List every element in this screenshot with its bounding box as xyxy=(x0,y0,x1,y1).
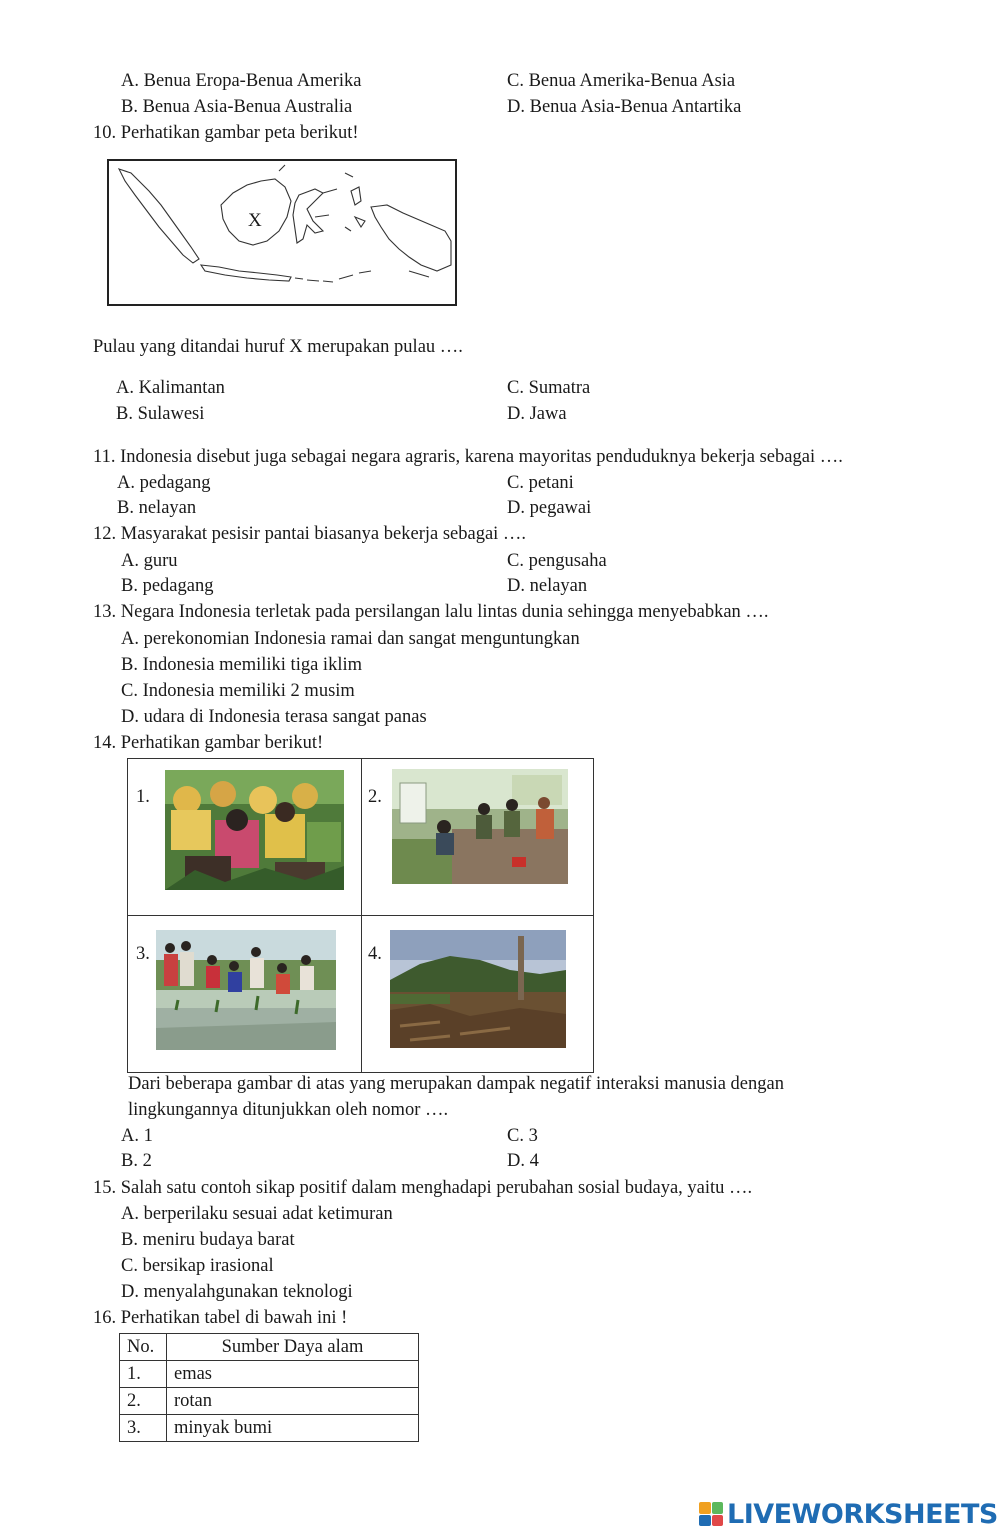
q11-option-c: C. petani xyxy=(507,473,574,493)
row-resource: emas xyxy=(167,1361,419,1388)
q15-option-a: A. berperilaku sesuai adat ketimuran xyxy=(121,1204,393,1224)
table-header-row xyxy=(120,1334,419,1361)
q12-option-a: A. guru xyxy=(121,551,178,571)
q9-option-c: C. Benua Amerika-Benua Asia xyxy=(507,71,736,91)
q10-option-b: B. Sulawesi xyxy=(116,404,205,424)
q14-label-2: 2. xyxy=(368,787,382,807)
q14-cell-4 xyxy=(362,916,594,1073)
q14-prompt-line-1: Dari beberapa gambar di atas yang merupakan dampak negatif interaksi manusia dengan xyxy=(128,1074,784,1094)
q13-option-b: B. Indonesia memiliki tiga iklim xyxy=(121,655,362,675)
liveworksheets-logo xyxy=(699,1498,998,1530)
column-header-resource: Sumber Daya alam xyxy=(167,1334,419,1361)
photo-community-cleanup xyxy=(392,769,568,884)
natural-resources-table xyxy=(119,1333,419,1442)
q12-option-c: C. pengusaha xyxy=(507,551,607,571)
table-row xyxy=(120,1361,419,1388)
q14-label-3: 3. xyxy=(136,944,150,964)
indonesia-outline-icon xyxy=(109,161,455,304)
q16-stem: 16. Perhatikan tabel di bawah ini ! xyxy=(93,1308,348,1328)
q14-stem: 14. Perhatikan gambar berikut! xyxy=(93,733,324,753)
q10-stem: 10. Perhatikan gambar peta berikut! xyxy=(93,123,359,143)
q10-option-c: C. Sumatra xyxy=(507,378,591,398)
q15-option-c: C. bersikap irasional xyxy=(121,1256,274,1276)
q13-option-c: C. Indonesia memiliki 2 musim xyxy=(121,681,355,701)
q15-option-d: D. menyalahgunakan teknologi xyxy=(121,1282,353,1302)
q13-option-d: D. udara di Indonesia terasa sangat panas xyxy=(121,707,427,727)
q14-option-b: B. 2 xyxy=(121,1151,152,1171)
photo-mangrove-planting xyxy=(156,930,336,1050)
map-marker-x: X xyxy=(248,210,262,231)
q10-prompt: Pulau yang ditandai huruf X merupakan pulau …. xyxy=(93,337,463,357)
q14-option-d: D. 4 xyxy=(507,1151,539,1171)
q15-option-b: B. meniru budaya barat xyxy=(121,1230,295,1250)
q14-label-4: 4. xyxy=(368,944,382,964)
q14-cell-3 xyxy=(128,916,362,1073)
q14-cell-1 xyxy=(128,759,362,916)
q14-label-1: 1. xyxy=(136,787,150,807)
q13-stem: 13. Negara Indonesia terletak pada persilangan lalu lintas dunia sehingga menyebabkan …. xyxy=(93,602,769,622)
row-number: 3. xyxy=(120,1415,167,1442)
column-header-no: No. xyxy=(120,1334,167,1361)
q15-stem: 15. Salah satu contoh sikap positif dalam menghadapi perubahan sosial budaya, yaitu …. xyxy=(93,1178,753,1198)
q14-option-c: C. 3 xyxy=(507,1126,538,1146)
q10-option-d: D. Jawa xyxy=(507,404,567,424)
photo-deforestation xyxy=(390,930,566,1048)
q14-cell-2 xyxy=(362,759,594,916)
row-number: 2. xyxy=(120,1388,167,1415)
row-resource: rotan xyxy=(167,1388,419,1415)
q11-option-d: D. pegawai xyxy=(507,498,592,518)
q12-stem: 12. Masyarakat pesisir pantai biasanya bekerja sebagai …. xyxy=(93,524,527,544)
q12-option-d: D. nelayan xyxy=(507,576,588,596)
q9-option-d: D. Benua Asia-Benua Antartika xyxy=(507,97,742,117)
liveworksheets-wordmark: LIVEWORKSHEETS xyxy=(727,1498,998,1530)
table-row xyxy=(120,1388,419,1415)
q14-image-grid xyxy=(127,758,594,1073)
table-row xyxy=(120,1415,419,1442)
liveworksheets-mark-icon xyxy=(699,1502,723,1526)
row-number: 1. xyxy=(120,1361,167,1388)
q12-option-b: B. pedagang xyxy=(121,576,214,596)
q14-option-a: A. 1 xyxy=(121,1126,153,1146)
row-resource: minyak bumi xyxy=(167,1415,419,1442)
photo-children-planting xyxy=(165,770,344,890)
q11-stem: 11. Indonesia disebut juga sebagai negara agraris, karena mayoritas penduduknya bekerja sebagai …. xyxy=(93,447,843,467)
q13-option-a: A. perekonomian Indonesia ramai dan sangat menguntungkan xyxy=(121,629,580,649)
q9-option-b: B. Benua Asia-Benua Australia xyxy=(121,97,353,117)
indonesia-map xyxy=(107,159,457,306)
q9-option-a: A. Benua Eropa-Benua Amerika xyxy=(121,71,362,91)
q10-option-a: A. Kalimantan xyxy=(116,378,225,398)
q14-prompt-line-2: lingkungannya ditunjukkan oleh nomor …. xyxy=(128,1100,449,1120)
q11-option-b: B. nelayan xyxy=(117,498,197,518)
q11-option-a: A. pedagang xyxy=(117,473,211,493)
